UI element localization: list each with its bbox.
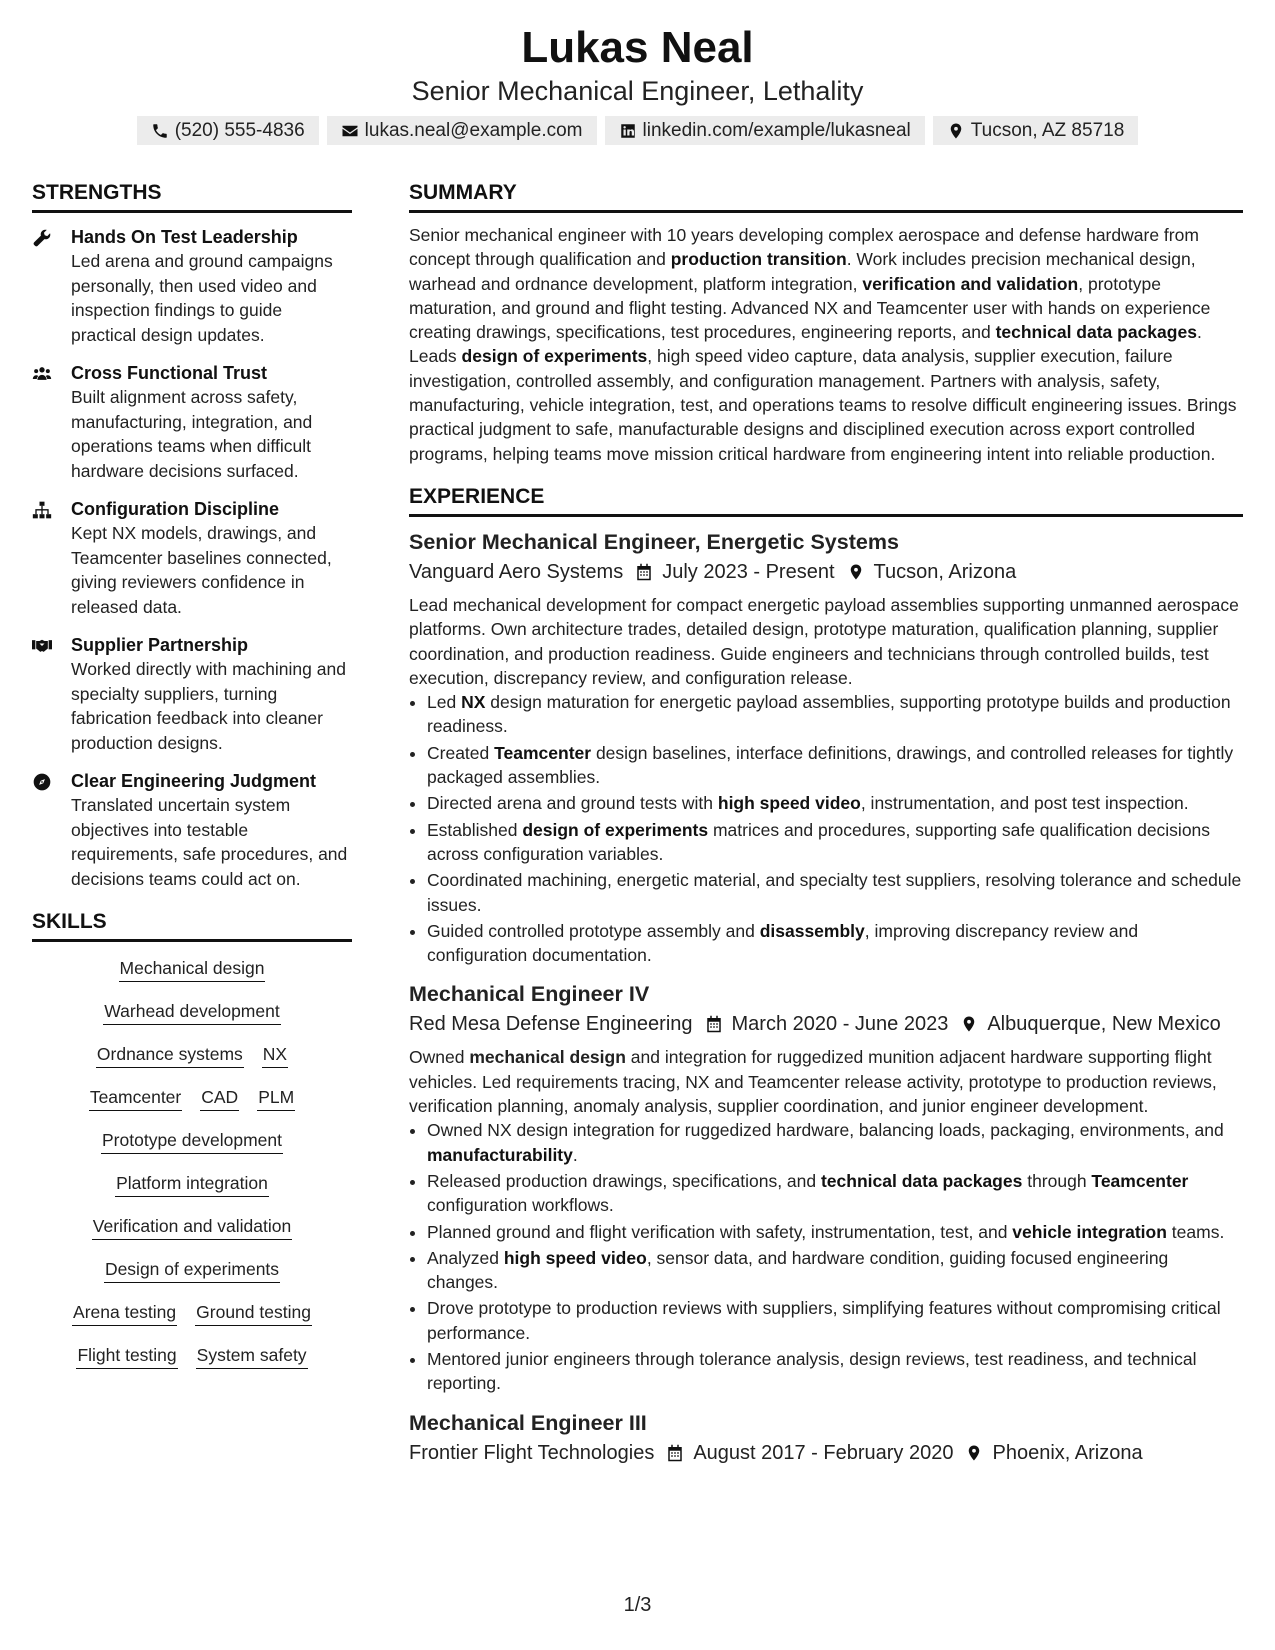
summary-heading: SUMMARY xyxy=(409,176,1243,213)
job-location xyxy=(847,557,1017,587)
linkedin-text: linkedin.com/example/lukasneal xyxy=(642,120,911,141)
job-bullets xyxy=(409,1118,1243,1395)
sitemap-icon xyxy=(32,500,52,520)
skill-row xyxy=(32,1300,352,1326)
job-title: Mechanical Engineer IV xyxy=(409,982,650,1007)
bold-phrase: verification and validation xyxy=(862,273,1079,294)
job-meta xyxy=(409,1438,1243,1468)
dates-text: August 2017 - February 2020 xyxy=(693,1441,954,1464)
left-column xyxy=(32,176,352,1386)
text-run: Owned NX design integration for ruggedized hardware, balancing loads, packaging, environments, and xyxy=(427,1120,1224,1141)
strength-desc: Worked directly with machining and specialty suppliers, turning fabrication feedback into cleaner production designs. xyxy=(71,659,346,753)
linkedin-icon xyxy=(619,122,637,140)
text-run: , high speed video capture, data analysis, supplier execution, failure investigation, controlled assembly, and configuration management. Partners with analysis, safety, manufacturing, vehicle integration, test, and operations teams to resolve difficult engineering issues. Brings practical judgment to safe, manufacturable designs and disciplined execution across export controlled programs, helping teams move mission critical hardware from engineering intent into reliable production. xyxy=(409,346,1237,464)
contact-bar xyxy=(0,116,1275,145)
bold-phrase: mechanical design xyxy=(469,1047,626,1068)
calendar-icon xyxy=(705,1015,723,1033)
text-run: Coordinated machining, energetic material, and specialty test suppliers, resolving tolerance and schedule issues. xyxy=(427,870,1242,915)
company-name: Vanguard Aero Systems xyxy=(409,560,624,583)
bullet-item xyxy=(427,690,1243,739)
job-bullets xyxy=(409,690,1243,967)
skill-tag: System safety xyxy=(196,1343,308,1369)
text-run: Lead mechanical development for compact energetic payload assemblies supporting unmanned aerospace platforms. Own architecture trades, detailed design, prototype maturation, qualification planning, supplier coordination, and production readiness. Guide engineers and technicians through controlled builds, test execution, discrepancy review, and configuration release. xyxy=(409,594,1239,688)
bullet-item xyxy=(427,868,1243,917)
company-name: Red Mesa Defense Engineering xyxy=(409,1013,693,1036)
location-text: Tucson, AZ 85718 xyxy=(970,120,1125,141)
skill-tag: Ordnance systems xyxy=(96,1042,244,1068)
map-pin-icon xyxy=(947,122,965,140)
bold-phrase: manufacturability xyxy=(427,1144,573,1165)
text-run: . xyxy=(572,1144,578,1165)
calendar-icon xyxy=(635,563,653,581)
compass-icon xyxy=(32,772,52,792)
company-name: Frontier Flight Technologies xyxy=(409,1441,655,1464)
map-pin-icon xyxy=(847,563,865,581)
text-run: matrices and procedures, supporting safe qualification decisions across configuration variables. xyxy=(427,819,1211,864)
bullet-item xyxy=(427,1220,1243,1244)
skill-tag: NX xyxy=(262,1042,288,1068)
dates-text: July 2023 - Present xyxy=(662,560,835,583)
candidate-name: Lukas Neal xyxy=(521,23,754,72)
strength-desc: Led arena and ground campaigns personally, then used video and inspection findings to guide practical design updates. xyxy=(71,251,333,345)
right-column xyxy=(409,176,1243,1474)
job-title: Senior Mechanical Engineer, Energetic Systems xyxy=(409,529,899,554)
job-meta xyxy=(409,1009,1243,1039)
page-number: 1/3 xyxy=(623,1594,652,1616)
skills-heading: SKILLS xyxy=(32,905,352,942)
resume-header xyxy=(0,0,1275,145)
candidate-title: Senior Mechanical Engineer, Lethality xyxy=(411,76,864,106)
bullet-item xyxy=(427,1296,1243,1345)
text-run: design maturation for energetic payload assemblies, supporting prototype builds and production readiness. xyxy=(427,692,1231,737)
text-run: Planned ground and flight verification with safety, instrumentation, test, and xyxy=(427,1221,1013,1242)
bullet-item xyxy=(427,1118,1243,1167)
location-text: Phoenix, Arizona xyxy=(992,1441,1143,1464)
strength-title: Hands On Test Leadership xyxy=(71,227,298,247)
bold-phrase: design of experiments xyxy=(461,346,648,367)
skill-tag: Teamcenter xyxy=(89,1085,182,1111)
text-run: teams. xyxy=(1166,1221,1225,1242)
location-text: Albuquerque, New Mexico xyxy=(987,1013,1221,1036)
strengths-list xyxy=(32,225,352,891)
skill-tag: PLM xyxy=(257,1085,295,1111)
skill-row xyxy=(32,999,352,1025)
phone-text: (520) 555-4836 xyxy=(174,120,305,141)
experience-heading: EXPERIENCE xyxy=(409,480,1243,517)
text-run: Directed arena and ground tests with xyxy=(427,793,718,814)
bullet-item xyxy=(427,741,1243,790)
text-run: , improving discrepancy review and configuration documentation. xyxy=(427,920,1139,966)
text-run: Mentored junior engineers through tolerance analysis, design reviews, test readiness, and technical reporting. xyxy=(427,1348,1197,1394)
job-title: Mechanical Engineer III xyxy=(409,1410,647,1435)
skill-tag: Ground testing xyxy=(195,1300,312,1326)
job-dates xyxy=(666,1438,953,1468)
wrench-icon xyxy=(32,228,52,248)
bold-phrase: vehicle integration xyxy=(1012,1221,1167,1242)
text-run: Released production drawings, specifications, and xyxy=(427,1170,821,1191)
phone-icon xyxy=(151,122,169,140)
skill-row xyxy=(32,1128,352,1154)
job-entry xyxy=(409,1408,1243,1468)
skill-tag: Verification and validation xyxy=(92,1214,292,1240)
bullet-item xyxy=(427,1347,1243,1396)
bold-phrase: Teamcenter xyxy=(494,742,592,763)
dates-text: March 2020 - June 2023 xyxy=(731,1013,949,1036)
contact-linkedin[interactable] xyxy=(605,116,925,145)
contact-phone[interactable] xyxy=(137,116,319,145)
strength-desc: Translated uncertain system objectives into testable requirements, safe procedures, and decisions teams could act on. xyxy=(71,795,348,889)
skill-row xyxy=(32,1085,352,1111)
location-text: Tucson, Arizona xyxy=(873,560,1017,583)
bold-phrase: design of experiments xyxy=(522,819,709,840)
contact-location xyxy=(933,116,1139,145)
bold-phrase: production transition xyxy=(670,249,847,270)
map-pin-icon xyxy=(965,1444,983,1462)
bullet-item xyxy=(427,1246,1243,1295)
text-run: Led xyxy=(427,692,462,713)
text-run: Senior mechanical engineer with 10 years developing complex aerospace and defense hardware from concept through qualification and xyxy=(409,225,1199,270)
text-run: Created xyxy=(427,742,495,763)
skill-row xyxy=(32,1042,352,1068)
job-location xyxy=(960,1009,1220,1039)
strength-title: Supplier Partnership xyxy=(71,635,249,655)
text-run: and integration for ruggedized munition adjacent hardware supporting flight vehicles. Led requirements tracing, NX and Teamcenter release activity, prototype to production reviews, verification planning, anomaly analysis, supplier coordination, and junior engineer development. xyxy=(409,1047,1217,1117)
text-run: . Work includes precision mechanical design, warhead and ordnance development, platform integration, xyxy=(409,249,1196,294)
skill-tag: Mechanical design xyxy=(119,956,266,982)
skill-tag: CAD xyxy=(200,1085,239,1111)
skill-tag: Prototype development xyxy=(101,1128,283,1154)
strength-desc: Built alignment across safety, manufacturing, integration, and operations teams when difficult hardware decisions surfaced. xyxy=(71,387,313,481)
calendar-icon xyxy=(666,1444,684,1462)
bold-phrase: technical data packages xyxy=(820,1170,1023,1191)
bold-phrase: disassembly xyxy=(759,920,865,941)
text-run: Owned xyxy=(409,1047,470,1068)
job-location xyxy=(965,1438,1142,1468)
text-run: Established xyxy=(427,819,523,840)
bullet-item xyxy=(427,791,1243,815)
skill-row xyxy=(32,1214,352,1240)
contact-email[interactable] xyxy=(327,116,597,145)
bold-phrase: Teamcenter xyxy=(1091,1170,1189,1191)
bold-phrase: NX xyxy=(461,692,486,713)
strength-item xyxy=(32,633,352,755)
text-run: Guided controlled prototype assembly and xyxy=(427,920,760,941)
text-run: , instrumentation, and post test inspection. xyxy=(860,793,1189,814)
job-meta xyxy=(409,557,1243,587)
strength-title: Configuration Discipline xyxy=(71,499,280,519)
bold-phrase: technical data packages xyxy=(995,322,1197,343)
skill-row xyxy=(32,956,352,982)
experience-list xyxy=(409,527,1243,1468)
skill-tag: Design of experiments xyxy=(104,1257,280,1283)
text-run: , sensor data, and hardware condition, guiding focused engineering changes. xyxy=(427,1247,1169,1293)
skill-row xyxy=(32,1343,352,1369)
bullet-item xyxy=(427,919,1243,968)
bullet-item xyxy=(427,818,1243,867)
strength-item xyxy=(32,225,352,347)
strength-title: Cross Functional Trust xyxy=(71,363,268,383)
bullet-item xyxy=(427,1169,1243,1218)
job-entry xyxy=(409,979,1243,1395)
job-entry xyxy=(409,527,1243,967)
text-run: Drove prototype to production reviews with suppliers, simplifying features without compromising critical performance. xyxy=(427,1298,1221,1343)
job-description xyxy=(409,1045,1243,1118)
bold-phrase: high speed video xyxy=(503,1247,647,1268)
job-dates xyxy=(635,557,834,587)
strengths-heading: STRENGTHS xyxy=(32,176,352,213)
skill-row xyxy=(32,1257,352,1283)
bold-phrase: high speed video xyxy=(717,793,861,814)
text-run: , prototype maturation, and ground and flight testing. Advanced NX and Teamcenter user with hands on experience creating drawings, specifications, test procedures, engineering reports, and xyxy=(409,273,1211,343)
text-run: design baselines, interface definitions, drawings, and controlled releases for tightly packaged assemblies. xyxy=(427,742,1234,788)
job-description xyxy=(409,593,1243,690)
skill-tag: Flight testing xyxy=(76,1343,177,1369)
envelope-icon xyxy=(341,122,359,140)
skill-row xyxy=(32,1171,352,1197)
strength-title: Clear Engineering Judgment xyxy=(71,771,317,791)
strength-item xyxy=(32,769,352,891)
users-icon xyxy=(32,364,52,384)
map-pin-icon xyxy=(960,1015,978,1033)
strength-desc: Kept NX models, drawings, and Teamcenter baselines connected, giving reviewers confidence in released data. xyxy=(71,523,332,617)
text-run: configuration workflows. xyxy=(427,1195,614,1216)
email-text: lukas.neal@example.com xyxy=(364,120,583,141)
skill-tag: Arena testing xyxy=(72,1300,177,1326)
text-run: . Leads xyxy=(409,322,1202,367)
text-run: Analyzed xyxy=(427,1247,504,1268)
skill-tag: Platform integration xyxy=(115,1171,269,1197)
job-dates xyxy=(705,1009,949,1039)
handshake-icon xyxy=(32,636,52,656)
text-run: through xyxy=(1022,1170,1092,1191)
summary-text xyxy=(409,223,1243,466)
skill-tag: Warhead development xyxy=(103,999,280,1025)
strength-item xyxy=(32,497,352,619)
skills-list xyxy=(32,956,352,1369)
strength-item xyxy=(32,361,352,483)
